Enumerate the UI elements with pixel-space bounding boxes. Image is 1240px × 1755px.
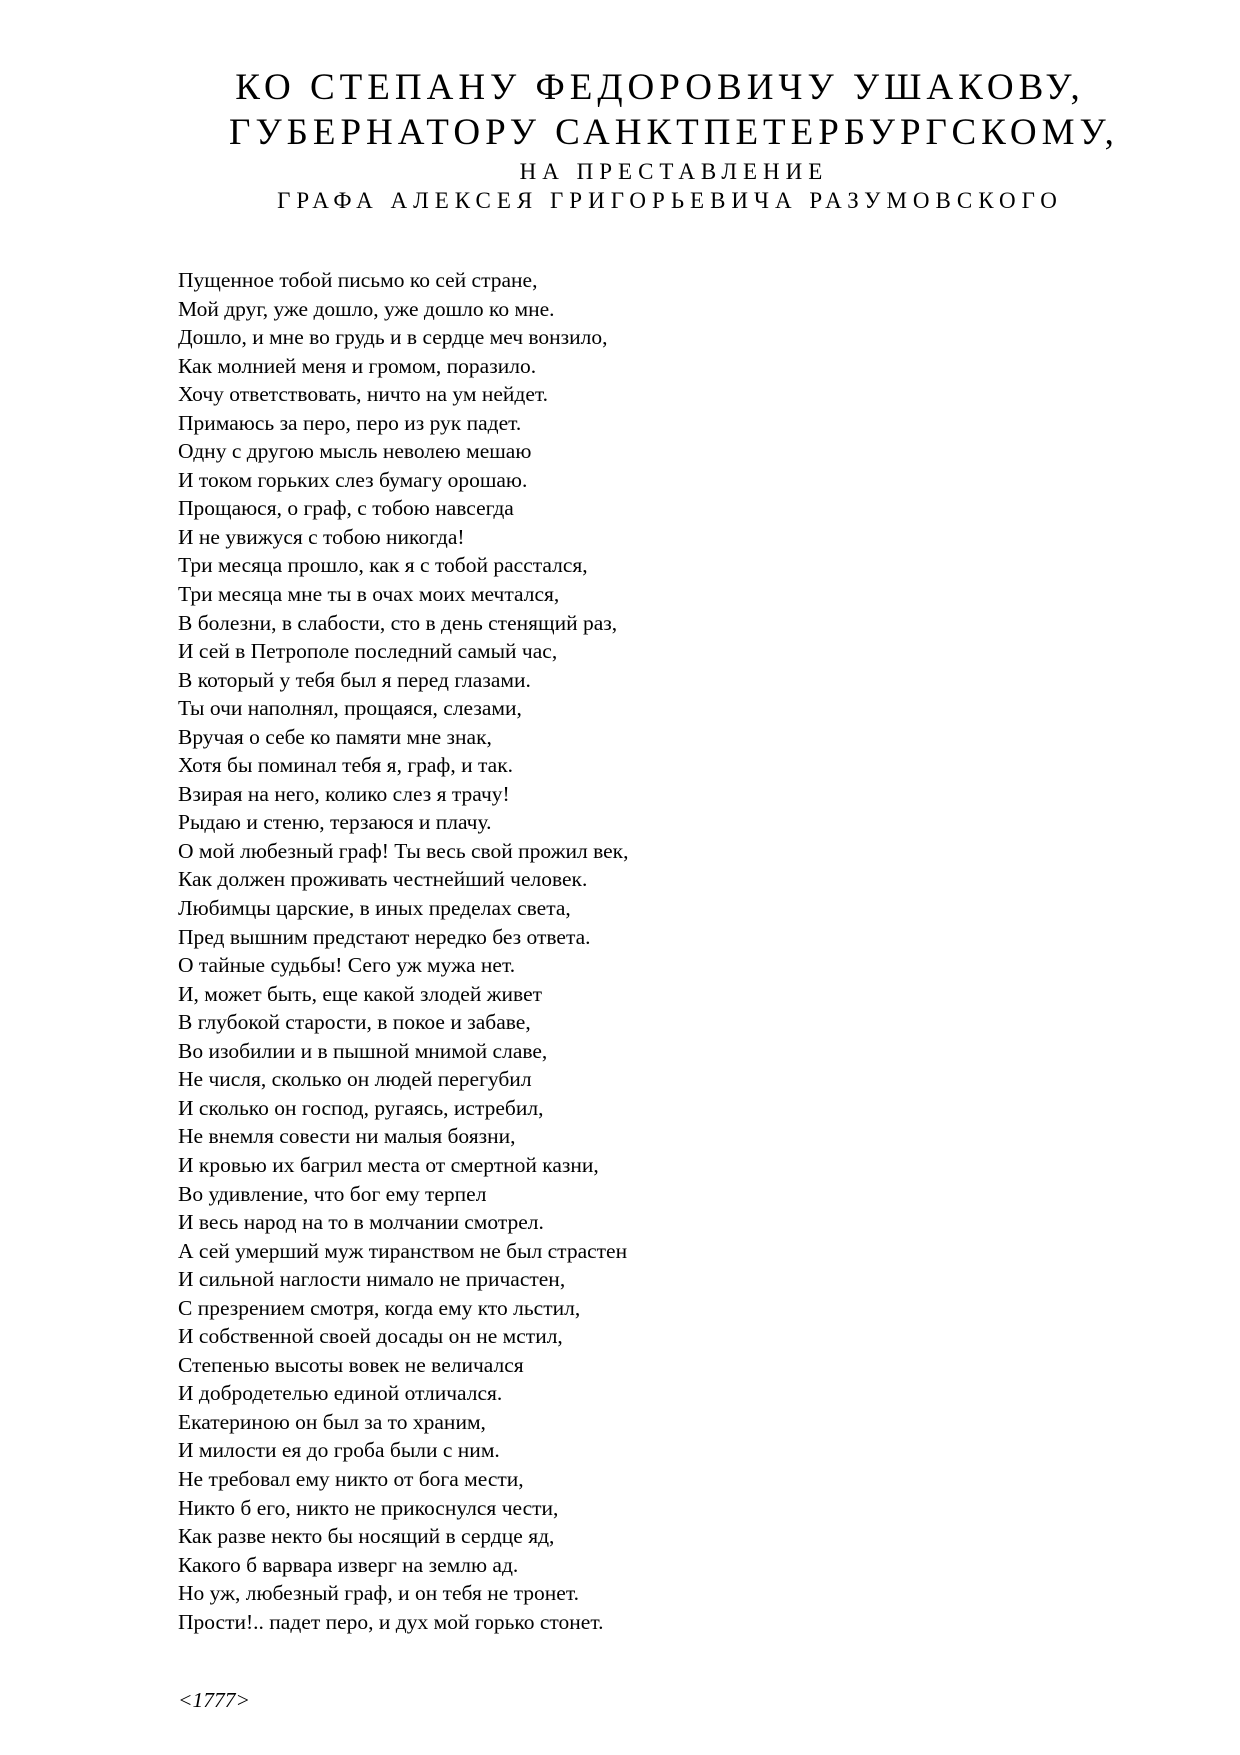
poem-line: Какого б варвара изверг на землю ад. [178, 1552, 519, 1577]
poem-line: Ты очи наполнял, прощаяся, слезами, [178, 696, 522, 721]
poem-body [178, 266, 1178, 1636]
subtitle-line-2: ГРАФА АЛЕКСЕЯ ГРИГОРЬЕВИЧА РАЗУМОВСКОГО [277, 188, 1063, 213]
poem-line: В который у тебя был я перед глазами. [178, 667, 531, 692]
poem-line: Вручая о себе ко памяти мне знак, [178, 724, 492, 749]
poem-line: С презрением смотря, когда ему кто льстил, [178, 1295, 581, 1320]
poem-line: Не требовал ему никто от бога мести, [178, 1466, 524, 1491]
poem-line: И кровью их багрил места от смертной казни, [178, 1152, 599, 1177]
poem-line: Хотя бы поминал тебя я, граф, и так. [178, 753, 514, 778]
poem-line: И сильной наглости нимало не причастен, [178, 1267, 566, 1292]
poem-line: Пред вышним предстают нередко без ответа. [178, 924, 591, 949]
poem-line: Как разве некто бы носящий в сердце яд, [178, 1524, 555, 1549]
poem-line: О мой любезный граф! Ты весь свой прожил век, [178, 838, 629, 863]
title-line-2: ГУБЕРНАТОРУ САНКТПЕТЕРБУРГСКОМУ, [229, 112, 1119, 153]
poem-line: Не числя, сколько он людей перегубил [178, 1067, 532, 1092]
poem-line: Екатериною он был за то храним, [178, 1409, 486, 1434]
poem-line: Степенью высоты вовек не величался [178, 1352, 524, 1377]
poem-line: Хочу ответствовать, ничто на ум нейдет. [178, 382, 549, 407]
poem-line: В болезни, в слабости, сто в день стенящий раз, [178, 610, 618, 635]
poem-line: Три месяца прошло, как я с тобой расстался, [178, 553, 588, 578]
title-block [0, 65, 1240, 215]
poem-line: Прости!.. падет перо, и дух мой горько стонет. [178, 1609, 604, 1634]
poem-line: И собственной своей досады он не мстил, [178, 1324, 563, 1349]
poem-line: И сколько он господ, ругаясь, истребил, [178, 1095, 544, 1120]
poem-line: И добродетелью единой отличался. [178, 1381, 503, 1406]
poem-line: Прощаюся, о граф, с тобою навсегда [178, 496, 514, 521]
poem-line: Как должен проживать честнейший человек. [178, 867, 588, 892]
poem-line: Не внемля совести ни малыя боязни, [178, 1124, 516, 1149]
poem-line: Во удивление, что бог ему терпел [178, 1181, 487, 1206]
poem-line: И током горьких слез бумагу орошаю. [178, 467, 528, 492]
poem-line: Пущенное тобой письмо ко сей стране, [178, 268, 538, 292]
poem-date: <1777> [178, 1688, 251, 1712]
poem-line: Никто б его, никто не прикоснулся чести, [178, 1495, 559, 1520]
poem-line: И милости ея до гроба были с ним. [178, 1438, 500, 1463]
poem-line: А сей умерший муж тиранством не был страстен [178, 1238, 628, 1263]
poem-line: О тайные судьбы! Сего уж мужа нет. [178, 953, 516, 978]
poem-line: И сей в Петрополе последний самый час, [178, 639, 558, 664]
poem-line: Но уж, любезный граф, и он тебя не тронет. [178, 1581, 579, 1606]
poem-line: Любимцы царские, в иных пределах света, [178, 896, 571, 921]
poem-line: Дошло, и мне во грудь и в сердце меч вонзило, [178, 325, 608, 350]
poem-line: И весь народ на то в молчании смотрел. [178, 1210, 544, 1235]
poem-line: Как молнией меня и громом, поразило. [178, 353, 537, 378]
poem-line: Три месяца мне ты в очах моих мечтался, [178, 582, 560, 607]
poem-line: Рыдаю и стеню, терзаюся и плачу. [178, 810, 492, 835]
poem-line: Взирая на него, колико слез я трачу! [178, 781, 510, 806]
poem-line: Примаюсь за перо, перо из рук падет. [178, 410, 522, 435]
poem-line: Одну с другою мысль неволею мешаю [178, 439, 532, 464]
poem-line: Мой друг, уже дошло, уже дошло ко мне. [178, 296, 555, 321]
poem-line: В глубокой старости, в покое и забаве, [178, 1010, 531, 1035]
poem-line: Во изобилии и в пышной мнимой славе, [178, 1038, 548, 1063]
title-line-1: КО СТЕПАНУ ФЕДОРОВИЧУ УШАКОВУ, [235, 67, 1085, 108]
poem-line: И, может быть, еще какой злодей живет [178, 981, 543, 1006]
poem-line: И не увижуся с тобою никогда! [178, 524, 465, 549]
subtitle-line-1: НА ПРЕСТАВЛЕНИЕ [519, 159, 829, 184]
